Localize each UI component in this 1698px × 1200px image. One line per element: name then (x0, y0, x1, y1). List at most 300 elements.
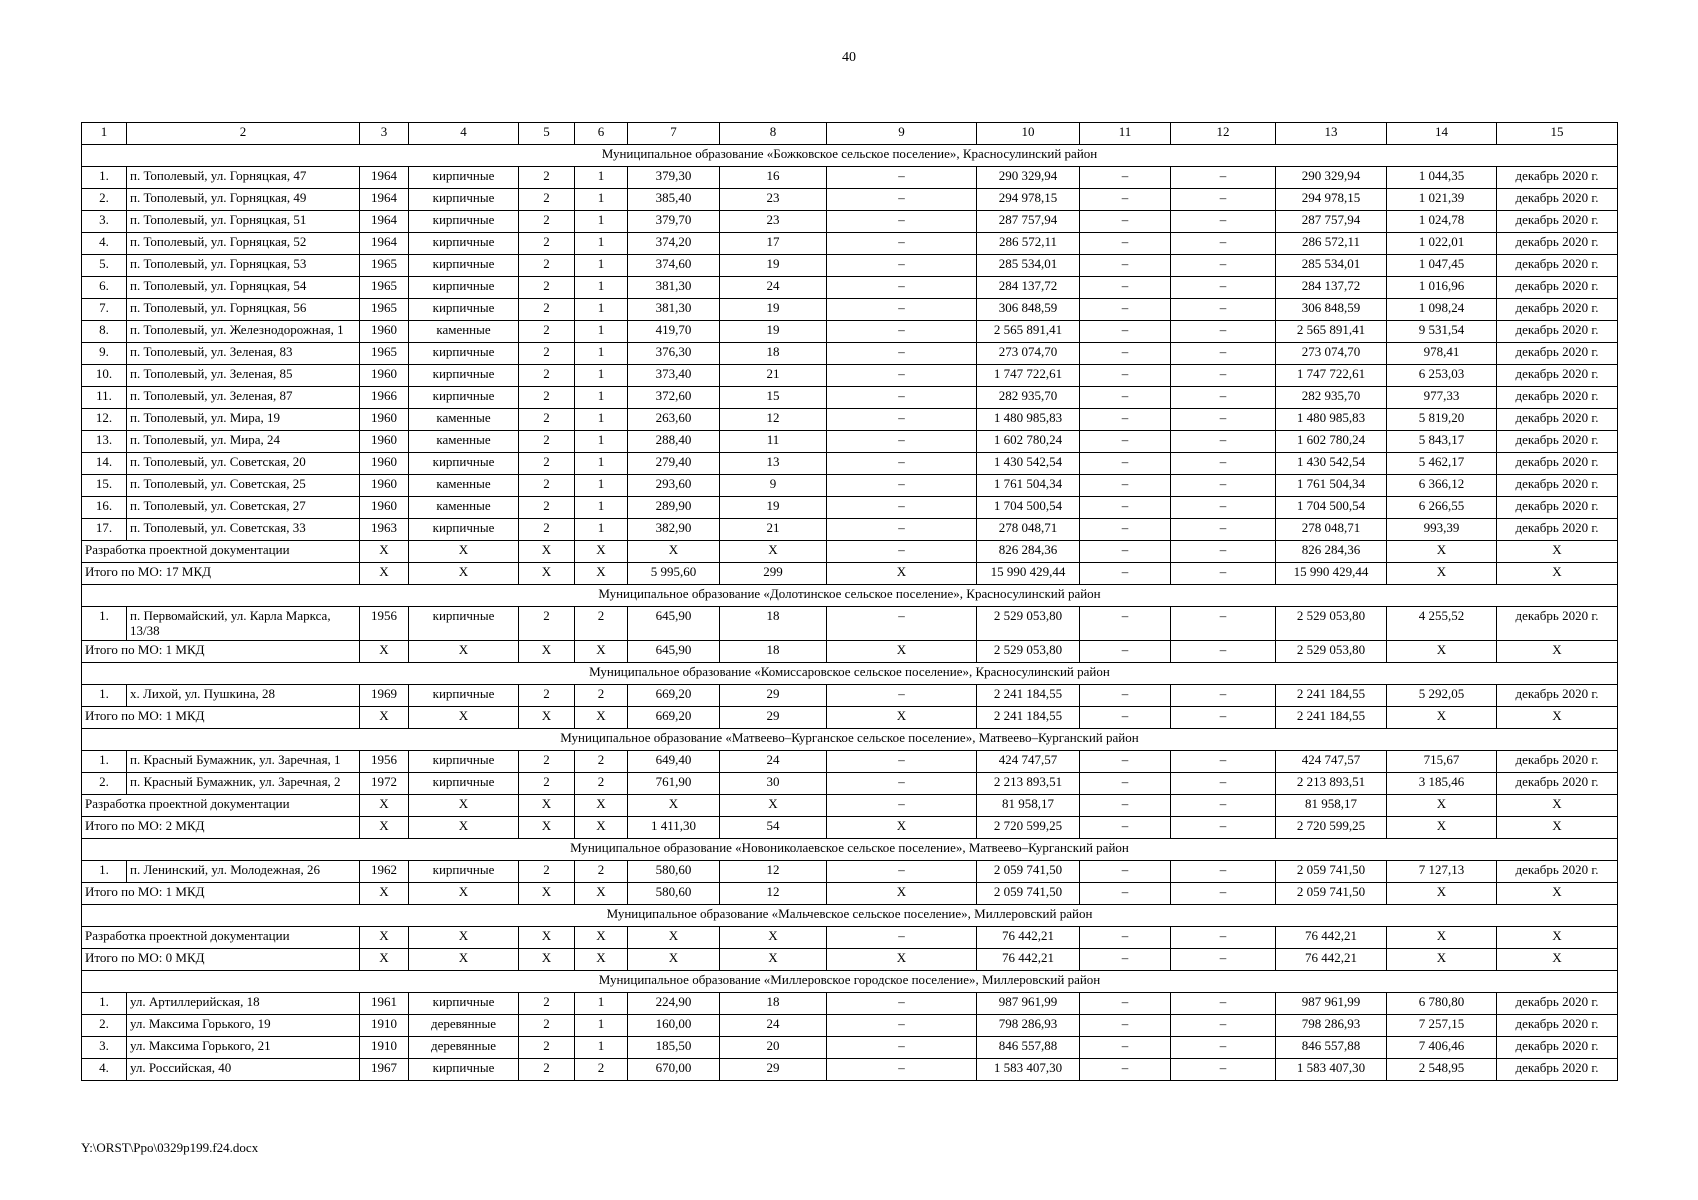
table-row (82, 475, 1618, 497)
table-cell: 372,60 (628, 387, 720, 409)
table-cell: X (1497, 949, 1618, 971)
table-cell: – (1080, 277, 1171, 299)
table-cell: 2 (519, 189, 575, 211)
summary-label: Разработка проектной документации (82, 927, 360, 949)
table-cell: 185,50 (628, 1037, 720, 1059)
summary-label: Итого по МО: 2 МКД (82, 817, 360, 839)
table-cell: 3. (82, 211, 127, 233)
table-cell: 160,00 (628, 1015, 720, 1037)
table-cell: 846 557,88 (977, 1037, 1080, 1059)
table-cell: 12. (82, 409, 127, 431)
table-cell: 798 286,93 (1276, 1015, 1387, 1037)
table-cell: 6 780,80 (1387, 993, 1497, 1015)
table-cell: – (1171, 927, 1276, 949)
table-cell: X (360, 707, 409, 729)
table-cell: 1 583 407,30 (1276, 1059, 1387, 1081)
table-cell: X (575, 541, 628, 563)
table-cell: 1 (575, 211, 628, 233)
table-cell: 2 (519, 519, 575, 541)
summary-row (82, 563, 1618, 585)
table-cell: 1960 (360, 475, 409, 497)
table-cell: – (1171, 189, 1276, 211)
table-cell: 5 843,17 (1387, 431, 1497, 453)
table-cell: – (1171, 1037, 1276, 1059)
table-cell: 1 (575, 255, 628, 277)
table-cell: 1 761 504,34 (977, 475, 1080, 497)
table-cell: декабрь 2020 г. (1497, 167, 1618, 189)
table-cell: 1 602 780,24 (1276, 431, 1387, 453)
column-header: 3 (360, 123, 409, 145)
table-cell: 1 747 722,61 (1276, 365, 1387, 387)
table-cell: кирпичные (409, 387, 519, 409)
table-cell: 1 047,45 (1387, 255, 1497, 277)
table-cell: декабрь 2020 г. (1497, 993, 1618, 1015)
table-cell: 1 411,30 (628, 817, 720, 839)
table-cell: 2 241 184,55 (977, 707, 1080, 729)
table-cell: 19 (720, 497, 827, 519)
table-row (82, 685, 1618, 707)
section-header-row (82, 585, 1618, 607)
table-cell: 2 (519, 685, 575, 707)
document-table (81, 122, 1618, 1081)
table-row (82, 1059, 1618, 1081)
table-cell: 1 (575, 1037, 628, 1059)
table-row (82, 189, 1618, 211)
table-cell: кирпичные (409, 277, 519, 299)
table-cell: 1964 (360, 211, 409, 233)
table-cell: 1 098,24 (1387, 299, 1497, 321)
table-cell: – (1080, 927, 1171, 949)
table-cell: – (1080, 541, 1171, 563)
table-cell: 1960 (360, 321, 409, 343)
table-cell: 299 (720, 563, 827, 585)
table-cell: – (1171, 861, 1276, 883)
table-cell: кирпичные (409, 993, 519, 1015)
table-cell: 286 572,11 (977, 233, 1080, 255)
table-cell: X (360, 641, 409, 663)
table-cell: 987 961,99 (1276, 993, 1387, 1015)
table-cell: 2 (519, 387, 575, 409)
column-header: 9 (827, 123, 977, 145)
section-header-row (82, 145, 1618, 167)
table-cell: 1 704 500,54 (1276, 497, 1387, 519)
table-row (82, 751, 1618, 773)
table-cell: – (1080, 707, 1171, 729)
table-cell: 2 (575, 1059, 628, 1081)
table-cell: 287 757,94 (1276, 211, 1387, 233)
table-cell: 17. (82, 519, 127, 541)
table-cell: 1960 (360, 431, 409, 453)
table-cell: 282 935,70 (1276, 387, 1387, 409)
section-title: Муниципальное образование «Комиссаровское сельское поселение», Красносулинский район (82, 663, 1618, 685)
table-cell: X (409, 541, 519, 563)
table-cell: декабрь 2020 г. (1497, 255, 1618, 277)
table-cell: X (1387, 927, 1497, 949)
table-cell: X (1497, 641, 1618, 663)
table-cell: 81 958,17 (977, 795, 1080, 817)
table-cell: 54 (720, 817, 827, 839)
table-row (82, 409, 1618, 431)
table-cell: – (827, 1059, 977, 1081)
table-cell: 1. (82, 167, 127, 189)
table-cell: 1965 (360, 255, 409, 277)
table-cell: 263,60 (628, 409, 720, 431)
table-cell: – (1171, 685, 1276, 707)
table-cell: – (1080, 475, 1171, 497)
table-row (82, 1015, 1618, 1037)
table-cell: 289,90 (628, 497, 720, 519)
table-cell: 2 059 741,50 (1276, 883, 1387, 905)
table-cell: 2 (575, 607, 628, 641)
table-cell: – (1080, 1015, 1171, 1037)
table-cell: X (827, 949, 977, 971)
table-cell: 1972 (360, 773, 409, 795)
table-cell: 1 (575, 1015, 628, 1037)
table-cell: – (1171, 607, 1276, 641)
table-cell: X (409, 795, 519, 817)
table-cell: 1 747 722,61 (977, 365, 1080, 387)
table-cell: – (827, 343, 977, 365)
table-cell: 1 022,01 (1387, 233, 1497, 255)
table-cell: 2 (575, 685, 628, 707)
table-row (82, 233, 1618, 255)
address-cell: х. Лихой, ул. Пушкина, 28 (127, 685, 360, 707)
table-cell: X (720, 541, 827, 563)
table-cell: – (827, 795, 977, 817)
table-cell: декабрь 2020 г. (1497, 189, 1618, 211)
table-cell: 1 704 500,54 (977, 497, 1080, 519)
table-row (82, 773, 1618, 795)
table-cell: 293,60 (628, 475, 720, 497)
table-cell: кирпичные (409, 751, 519, 773)
table-cell: 2 213 893,51 (977, 773, 1080, 795)
table-cell: X (1387, 541, 1497, 563)
table-cell: 2 241 184,55 (1276, 685, 1387, 707)
table-cell: 24 (720, 277, 827, 299)
table-cell: – (1080, 167, 1171, 189)
table-cell: – (1080, 519, 1171, 541)
table-cell: – (1171, 751, 1276, 773)
table-cell: 1 (575, 387, 628, 409)
table-row (82, 1037, 1618, 1059)
table-cell: 1. (82, 685, 127, 707)
table-cell: X (409, 949, 519, 971)
section-title: Муниципальное образование «Матвеево–Курганское сельское поселение», Матвеево–Курганский район (82, 729, 1618, 751)
table-cell: 2 (519, 497, 575, 519)
table-cell: X (409, 817, 519, 839)
table-cell: – (1080, 883, 1171, 905)
table-cell: 3. (82, 1037, 127, 1059)
table-cell: X (1497, 563, 1618, 585)
table-cell: 273 074,70 (977, 343, 1080, 365)
table-cell: 580,60 (628, 883, 720, 905)
table-cell: 1 (575, 189, 628, 211)
table-cell: – (1080, 189, 1171, 211)
table-cell: 278 048,71 (977, 519, 1080, 541)
table-cell: 2 (519, 431, 575, 453)
table-cell: 14. (82, 453, 127, 475)
table-cell: 5 995,60 (628, 563, 720, 585)
address-cell: п. Тополевый, ул. Мира, 19 (127, 409, 360, 431)
table-cell: 1 430 542,54 (1276, 453, 1387, 475)
table-cell: 4. (82, 1059, 127, 1081)
table-cell: – (827, 861, 977, 883)
table-cell: 1962 (360, 861, 409, 883)
table-cell: 2 720 599,25 (1276, 817, 1387, 839)
column-header: 11 (1080, 123, 1171, 145)
table-cell: 1. (82, 861, 127, 883)
table-row (82, 387, 1618, 409)
table-cell: 2. (82, 773, 127, 795)
table-cell: 2 059 741,50 (977, 861, 1080, 883)
address-cell: п. Тополевый, ул. Горняцкая, 52 (127, 233, 360, 255)
table-cell: X (519, 541, 575, 563)
table-cell: – (1080, 321, 1171, 343)
table-cell: 381,30 (628, 299, 720, 321)
table-cell: – (1080, 795, 1171, 817)
table-cell: 30 (720, 773, 827, 795)
table-cell: 1 583 407,30 (977, 1059, 1080, 1081)
table-cell: – (1171, 773, 1276, 795)
table-cell: 12 (720, 861, 827, 883)
table-cell: 1 (575, 167, 628, 189)
table-cell: X (628, 949, 720, 971)
address-cell: п. Тополевый, ул. Горняцкая, 53 (127, 255, 360, 277)
table-cell: 5 462,17 (1387, 453, 1497, 475)
table-cell: 13 (720, 453, 827, 475)
table-cell: 285 534,01 (977, 255, 1080, 277)
table-cell: X (519, 707, 575, 729)
table-cell: 424 747,57 (1276, 751, 1387, 773)
table-cell: 1. (82, 993, 127, 1015)
table-cell: 1967 (360, 1059, 409, 1081)
table-cell: 2 (519, 255, 575, 277)
table-cell: кирпичные (409, 685, 519, 707)
table-cell: – (1171, 475, 1276, 497)
table-cell: – (827, 475, 977, 497)
table-cell: X (519, 883, 575, 905)
table-row (82, 321, 1618, 343)
table-cell: кирпичные (409, 607, 519, 641)
table-cell: 11 (720, 431, 827, 453)
table-row (82, 167, 1618, 189)
summary-row (82, 707, 1618, 729)
table-cell: – (827, 299, 977, 321)
table-cell: кирпичные (409, 773, 519, 795)
summary-label: Итого по МО: 17 МКД (82, 563, 360, 585)
table-cell: 2 (519, 277, 575, 299)
table-cell: 1 430 542,54 (977, 453, 1080, 475)
table-cell: X (827, 707, 977, 729)
table-cell: – (827, 541, 977, 563)
table-cell: X (575, 563, 628, 585)
table-cell: 1966 (360, 387, 409, 409)
table-cell: – (1171, 563, 1276, 585)
table-cell: декабрь 2020 г. (1497, 343, 1618, 365)
column-header: 4 (409, 123, 519, 145)
table-cell: 18 (720, 641, 827, 663)
table-cell: 1969 (360, 685, 409, 707)
table-cell: декабрь 2020 г. (1497, 519, 1618, 541)
table-cell: – (1171, 255, 1276, 277)
table-cell: 826 284,36 (977, 541, 1080, 563)
address-cell: п. Красный Бумажник, ул. Заречная, 1 (127, 751, 360, 773)
table-cell: – (1171, 707, 1276, 729)
table-row (82, 211, 1618, 233)
section-title: Муниципальное образование «Мальчевское сельское поселение», Миллеровский район (82, 905, 1618, 927)
table-cell: 1 024,78 (1387, 211, 1497, 233)
table-cell: – (1080, 497, 1171, 519)
table-cell: X (360, 817, 409, 839)
table-cell: 1 480 985,83 (977, 409, 1080, 431)
column-header: 5 (519, 123, 575, 145)
table-cell: кирпичные (409, 1059, 519, 1081)
table-cell: – (1080, 365, 1171, 387)
table-cell: 2 (519, 751, 575, 773)
table-cell: кирпичные (409, 167, 519, 189)
table-cell: 2 059 741,50 (1276, 861, 1387, 883)
table-cell: 23 (720, 189, 827, 211)
table-cell: 287 757,94 (977, 211, 1080, 233)
table-cell: 1964 (360, 189, 409, 211)
table-cell: 15 (720, 387, 827, 409)
table-cell: 1 761 504,34 (1276, 475, 1387, 497)
table-cell: 2 (519, 321, 575, 343)
address-cell: п. Тополевый, ул. Советская, 20 (127, 453, 360, 475)
table-cell: – (1080, 817, 1171, 839)
table-cell: – (1080, 387, 1171, 409)
table-cell: 284 137,72 (977, 277, 1080, 299)
section-header-row (82, 905, 1618, 927)
table-cell: 288,40 (628, 431, 720, 453)
section-header-row (82, 971, 1618, 993)
table-cell: 76 442,21 (1276, 927, 1387, 949)
address-cell: п. Тополевый, ул. Зеленая, 85 (127, 365, 360, 387)
table-cell: 846 557,88 (1276, 1037, 1387, 1059)
table-cell: 1964 (360, 167, 409, 189)
table-cell: 11. (82, 387, 127, 409)
table-cell: декабрь 2020 г. (1497, 773, 1618, 795)
table-cell: 1 (575, 321, 628, 343)
table-cell: 1 (575, 409, 628, 431)
summary-label: Разработка проектной документации (82, 795, 360, 817)
table-cell: 379,70 (628, 211, 720, 233)
table-cell: 1 (575, 233, 628, 255)
table-cell: – (827, 773, 977, 795)
table-cell: 4. (82, 233, 127, 255)
table-cell: 987 961,99 (977, 993, 1080, 1015)
section-title: Муниципальное образование «Долотинское сельское поселение», Красносулинский район (82, 585, 1618, 607)
table-row (82, 993, 1618, 1015)
table-cell: декабрь 2020 г. (1497, 1015, 1618, 1037)
table-cell: 7 257,15 (1387, 1015, 1497, 1037)
table-cell: X (720, 927, 827, 949)
table-cell: – (1171, 453, 1276, 475)
table-cell: X (519, 563, 575, 585)
table-cell: кирпичные (409, 233, 519, 255)
table-cell: – (1171, 343, 1276, 365)
table-cell: 2 241 184,55 (977, 685, 1080, 707)
table-cell: – (1080, 751, 1171, 773)
table-cell: 23 (720, 211, 827, 233)
table-cell: 1910 (360, 1037, 409, 1059)
table-cell: кирпичные (409, 299, 519, 321)
table-cell: X (1387, 949, 1497, 971)
table-cell: 1965 (360, 343, 409, 365)
table-cell: декабрь 2020 г. (1497, 1037, 1618, 1059)
table-cell: 5 819,20 (1387, 409, 1497, 431)
table-cell: X (360, 563, 409, 585)
table-cell: 29 (720, 1059, 827, 1081)
table-cell: – (827, 189, 977, 211)
table-cell: 29 (720, 707, 827, 729)
table-cell: 15. (82, 475, 127, 497)
table-cell: – (1171, 993, 1276, 1015)
column-header: 8 (720, 123, 827, 145)
address-cell: п. Тополевый, ул. Советская, 25 (127, 475, 360, 497)
table-cell: деревянные (409, 1015, 519, 1037)
summary-row (82, 883, 1618, 905)
table-cell: 5. (82, 255, 127, 277)
table-cell: X (519, 641, 575, 663)
table-cell: 2 (519, 773, 575, 795)
table-cell: – (1080, 255, 1171, 277)
table-cell: 2 529 053,80 (1276, 607, 1387, 641)
table-cell: 7 127,13 (1387, 861, 1497, 883)
table-cell: 424 747,57 (977, 751, 1080, 773)
table-cell: декабрь 2020 г. (1497, 751, 1618, 773)
table-cell: 306 848,59 (977, 299, 1080, 321)
table-cell: 2 (519, 1015, 575, 1037)
table-cell: X (1387, 883, 1497, 905)
address-cell: п. Тополевый, ул. Зеленая, 83 (127, 343, 360, 365)
table-cell: – (827, 1037, 977, 1059)
section-header-row (82, 839, 1618, 861)
table-cell: кирпичные (409, 365, 519, 387)
table-cell: 2 (575, 861, 628, 883)
column-header: 2 (127, 123, 360, 145)
table-cell: 2 (519, 993, 575, 1015)
table-cell: 20 (720, 1037, 827, 1059)
summary-label: Разработка проектной документации (82, 541, 360, 563)
summary-label: Итого по МО: 1 МКД (82, 641, 360, 663)
address-cell: ул. Российская, 40 (127, 1059, 360, 1081)
table-cell: 5 292,05 (1387, 685, 1497, 707)
table-cell: 17 (720, 233, 827, 255)
table-cell: 715,67 (1387, 751, 1497, 773)
table-cell: – (1171, 497, 1276, 519)
table-cell: 1 (575, 343, 628, 365)
table-cell: 761,90 (628, 773, 720, 795)
table-cell: 15 990 429,44 (1276, 563, 1387, 585)
table-cell: 76 442,21 (977, 927, 1080, 949)
table-cell: X (360, 541, 409, 563)
table-cell: 1960 (360, 365, 409, 387)
table-cell: 1. (82, 607, 127, 641)
table-cell: X (1497, 707, 1618, 729)
table-cell: X (575, 927, 628, 949)
table-cell: 2 720 599,25 (977, 817, 1080, 839)
table-cell: – (1171, 949, 1276, 971)
table-cell: 18 (720, 343, 827, 365)
table-cell: 2 (519, 1059, 575, 1081)
address-cell: п. Первомайский, ул. Карла Маркса, 13/38 (127, 607, 360, 641)
table-cell: X (519, 795, 575, 817)
table-cell: – (827, 751, 977, 773)
table-cell: 286 572,11 (1276, 233, 1387, 255)
summary-row (82, 541, 1618, 563)
table-cell: X (1387, 795, 1497, 817)
